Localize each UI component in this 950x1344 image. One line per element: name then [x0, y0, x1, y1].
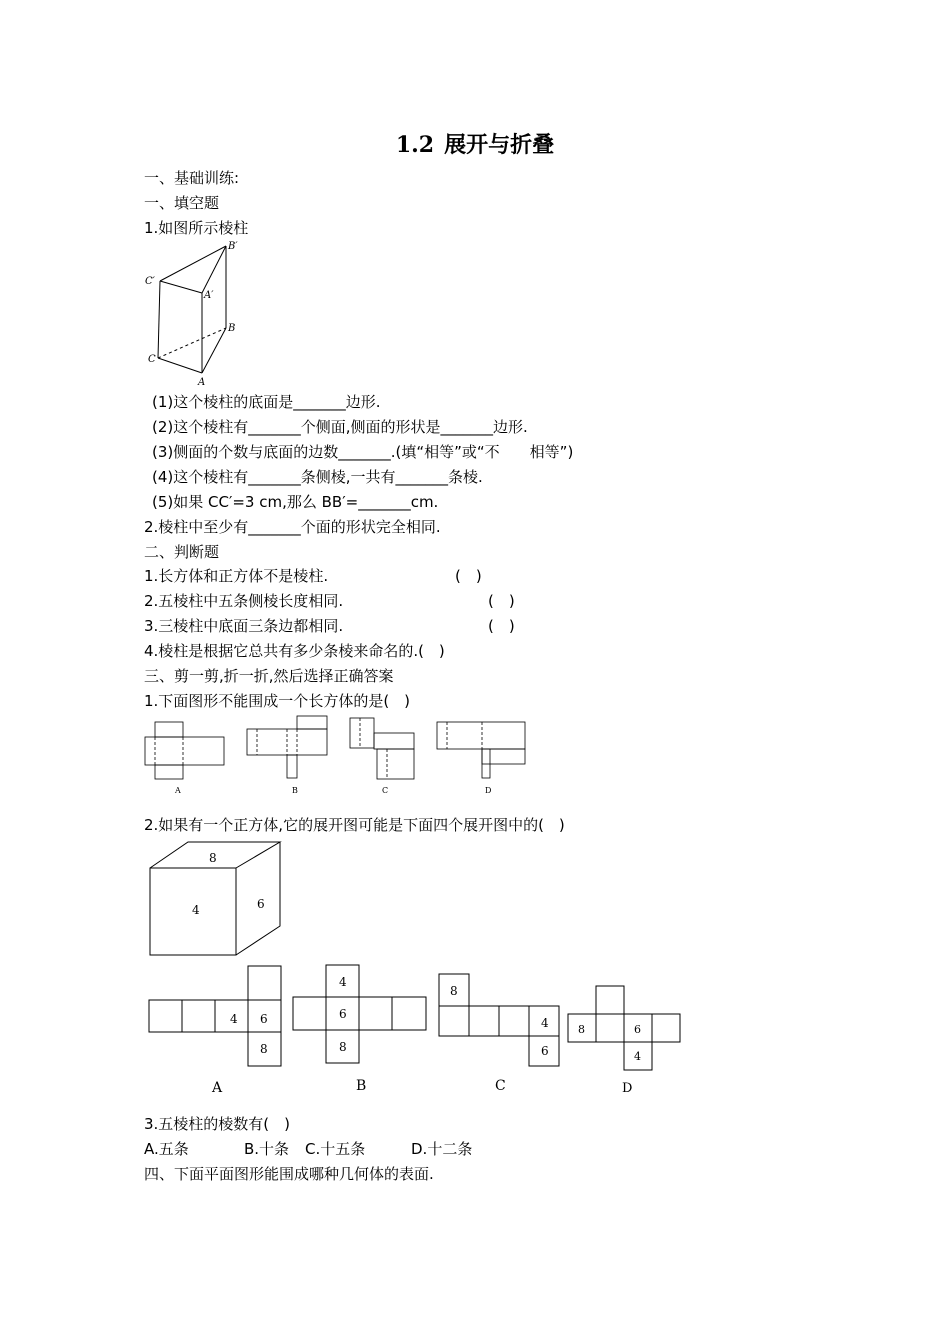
net-d-label: D	[622, 1081, 633, 1096]
q3-option-c: C.十五条	[305, 1140, 366, 1158]
net-b-face-6: 6	[339, 1007, 347, 1021]
net-label-d: D	[485, 786, 492, 795]
judge-item-1: 1.长方体和正方体不是棱柱.	[144, 567, 329, 585]
label-b-prime: B′	[228, 241, 238, 252]
net-label-a: A	[175, 786, 181, 795]
section4-heading: 四、下面平面图形能围成哪种几何体的表面.	[144, 1165, 434, 1183]
q3-option-a: A.五条	[144, 1140, 189, 1158]
net-b-label: B	[356, 1078, 367, 1094]
net-b-face-4: 4	[339, 975, 347, 989]
fill-sub-4: (4)这个棱柱有_______条侧棱,一共有_______条棱.	[152, 468, 483, 486]
net-b-face-8: 8	[339, 1040, 347, 1054]
choice-q3: 3.五棱柱的棱数有( )	[144, 1115, 291, 1133]
choice-heading: 三、剪一剪,折一折,然后选择正确答案	[144, 667, 394, 685]
prism-figure	[140, 238, 250, 388]
q3-option-b: B.十条	[244, 1140, 290, 1158]
fill-heading: 一、填空题	[144, 194, 220, 212]
fill-sub-5: (5)如果 CC′=3 cm,那么 BB′=_______cm.	[152, 493, 439, 511]
judge-item-2: 2.五棱柱中五条侧棱长度相同.	[144, 592, 344, 610]
net-d-face-8: 8	[578, 1023, 585, 1036]
net-a-face-6: 6	[260, 1012, 268, 1026]
judge-item-3: 3.三棱柱中底面三条边都相同.	[144, 617, 344, 635]
label-a: A	[198, 377, 206, 388]
net-a-face-8: 8	[260, 1042, 268, 1056]
label-c-prime: C′	[145, 276, 155, 287]
fill-sub-1: (1)这个棱柱的底面是_______边形.	[152, 393, 381, 411]
net-option-d	[437, 722, 525, 778]
net-c-label: C	[495, 1078, 506, 1094]
edge-cp-bp	[160, 246, 226, 281]
fill-q2: 2.棱柱中至少有_______个面的形状完全相同.	[144, 518, 441, 536]
cube-right-number: 6	[257, 897, 265, 911]
choice-q1: 1.下面图形不能围成一个长方体的是( )	[144, 692, 411, 710]
cube-net-b	[293, 965, 426, 1063]
net-option-b	[247, 716, 327, 778]
q3-option-d: D.十二条	[411, 1140, 473, 1158]
net-label-c: C	[382, 786, 389, 795]
section-basic-heading: 一、基础训练:	[144, 169, 240, 187]
net-a-label: A	[212, 1080, 223, 1096]
net-option-a	[145, 722, 224, 779]
judge-bracket-3: ( )	[488, 617, 515, 635]
edge-cp-ap	[160, 281, 202, 293]
fill-sub-3: (3)侧面的个数与底面的边数_______.(填“相等”或“不 相等”)	[152, 443, 574, 461]
net-a-face-4: 4	[230, 1012, 238, 1026]
net-c-face-8: 8	[450, 984, 458, 998]
net-c-face-4: 4	[541, 1016, 549, 1030]
page-title: 1.2 展开与折叠	[395, 132, 555, 158]
cube-top-number: 8	[209, 851, 217, 865]
net-c-face-6: 6	[541, 1044, 549, 1058]
judge-heading: 二、判断题	[144, 543, 220, 561]
label-c: C	[148, 354, 156, 365]
edge-ap-bp	[202, 246, 226, 293]
net-label-b: B	[292, 786, 298, 795]
choice-q2: 2.如果有一个正方体,它的展开图可能是下面四个展开图中的( )	[144, 816, 565, 834]
edge-c-cp	[158, 281, 160, 358]
q1-intro: 1.如图所示棱柱	[144, 219, 249, 237]
cube-front-number: 4	[192, 903, 200, 917]
cube-nets-figure	[140, 838, 690, 1098]
judge-item-4: 4.棱柱是根据它总共有多少条棱来命名的.( )	[144, 642, 445, 660]
fill-sub-2: (2)这个棱柱有_______个侧面,侧面的形状是_______边形.	[152, 418, 528, 436]
edge-a-b	[202, 328, 226, 373]
label-b: B	[228, 323, 236, 334]
edge-c-a	[158, 358, 202, 373]
edge-c-b-hidden	[158, 328, 226, 358]
cuboid-nets-figure	[140, 712, 535, 800]
label-a-prime: A′	[204, 290, 214, 301]
judge-bracket-1: ( )	[455, 567, 482, 585]
net-option-c	[350, 718, 414, 779]
net-d-face-6: 6	[634, 1023, 641, 1036]
judge-bracket-2: ( )	[488, 592, 515, 610]
net-d-face-4: 4	[634, 1050, 641, 1063]
